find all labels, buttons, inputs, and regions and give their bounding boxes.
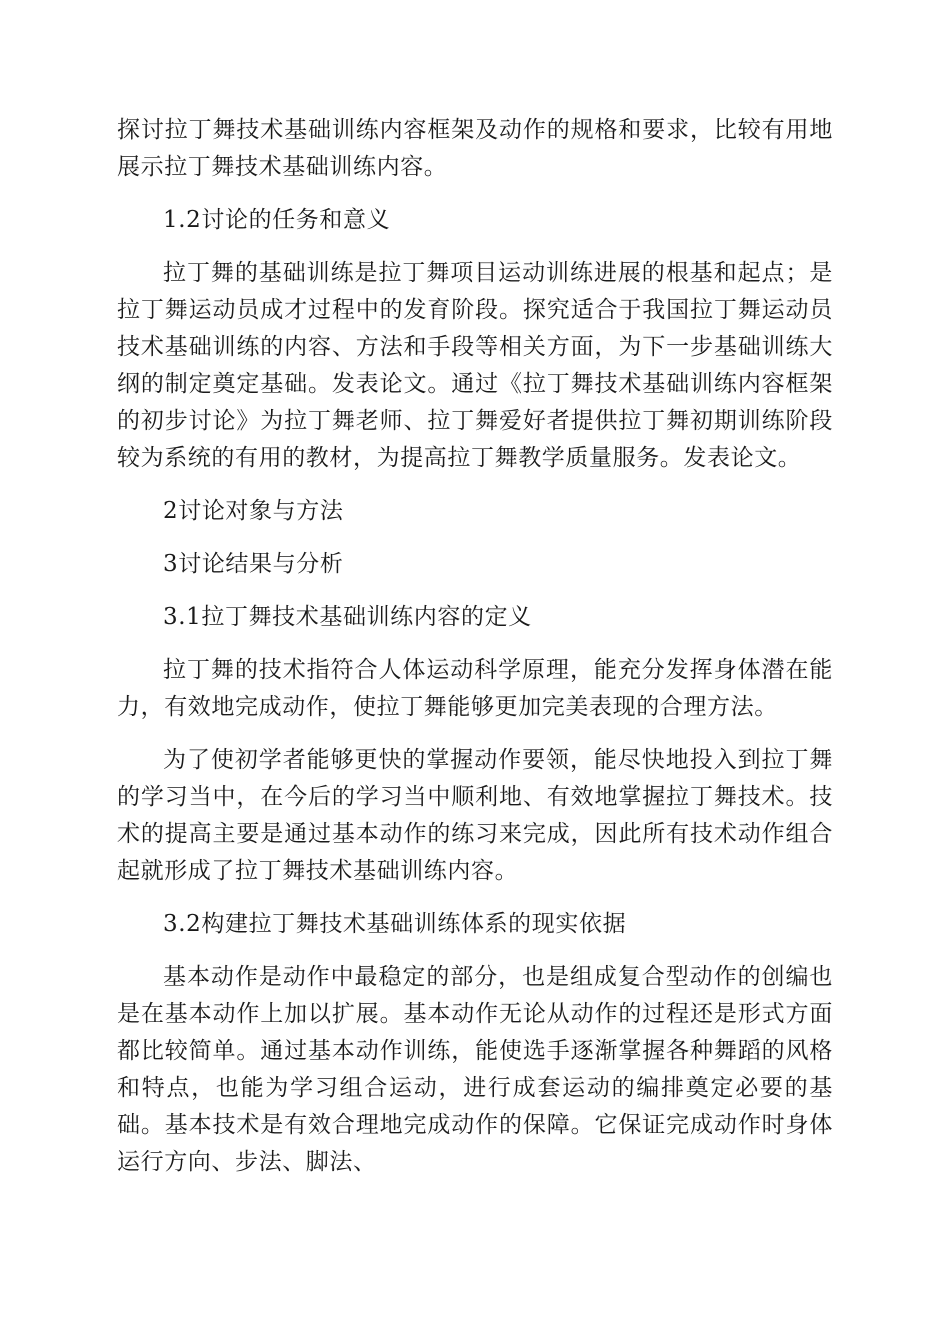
section-heading-3: 3讨论结果与分析 — [163, 551, 344, 577]
section-heading-1-2: 1.2讨论的任务和意义 — [163, 207, 391, 233]
paragraph-intro-continuation: 探讨拉丁舞技术基础训练内容框架及动作的规格和要求，比较有用地展示拉丁舞技术基础训练内容。 — [117, 117, 833, 180]
paragraph-task-significance: 拉丁舞的基础训练是拉丁舞项目运动训练进展的根基和起点；是拉丁舞运动员成才过程中的发育阶段。探究适合于我国拉丁舞运动员技术基础训练的内容、方法和手段等相关方面，为下一步基础训练大纲的制定奠定基础。发表论文。通过《拉丁舞技术基础训练内容框架的初步讨论》为拉丁舞老师、拉丁舞爱好者提供拉丁舞初期训练阶段较为系统的有用的教材，为提高拉丁舞教学质量服务。发表论文。 — [117, 260, 833, 471]
section-heading-3-2: 3.2构建拉丁舞技术基础训练体系的现实依据 — [163, 911, 627, 937]
section-heading-3-1: 3.1拉丁舞技术基础训练内容的定义 — [163, 604, 532, 630]
paragraph-technique-definition: 拉丁舞的技术指符合人体运动科学原理，能充分发挥身体潜在能力，有效地完成动作，使拉丁舞能够更加完美表现的合理方法。 — [117, 657, 833, 720]
document-page — [117, 112, 833, 1181]
section-heading-2: 2讨论对象与方法 — [163, 498, 344, 524]
paragraph-basic-movements: 基本动作是动作中最稳定的部分，也是组成复合型动作的创编也是在基本动作上加以扩展。基本动作无论从动作的过程还是形式方面都比较简单。通过基本动作训练，能使选手逐渐掌握各种舞蹈的风格和特点，也能为学习组合运动，进行成套运动的编排奠定必要的基础。基本技术是有效合理地完成动作的保障。它保证完成动作时身体运行方向、步法、脚法、 — [117, 964, 833, 1175]
paragraph-beginner-learning: 为了使初学者能够更快的掌握动作要领，能尽快地投入到拉丁舞的学习当中，在今后的学习当中顺利地、有效地掌握拉丁舞技术。技术的提高主要是通过基本动作的练习来完成，因此所有技术动作组合起就形成了拉丁舞技术基础训练内容。 — [117, 747, 833, 884]
